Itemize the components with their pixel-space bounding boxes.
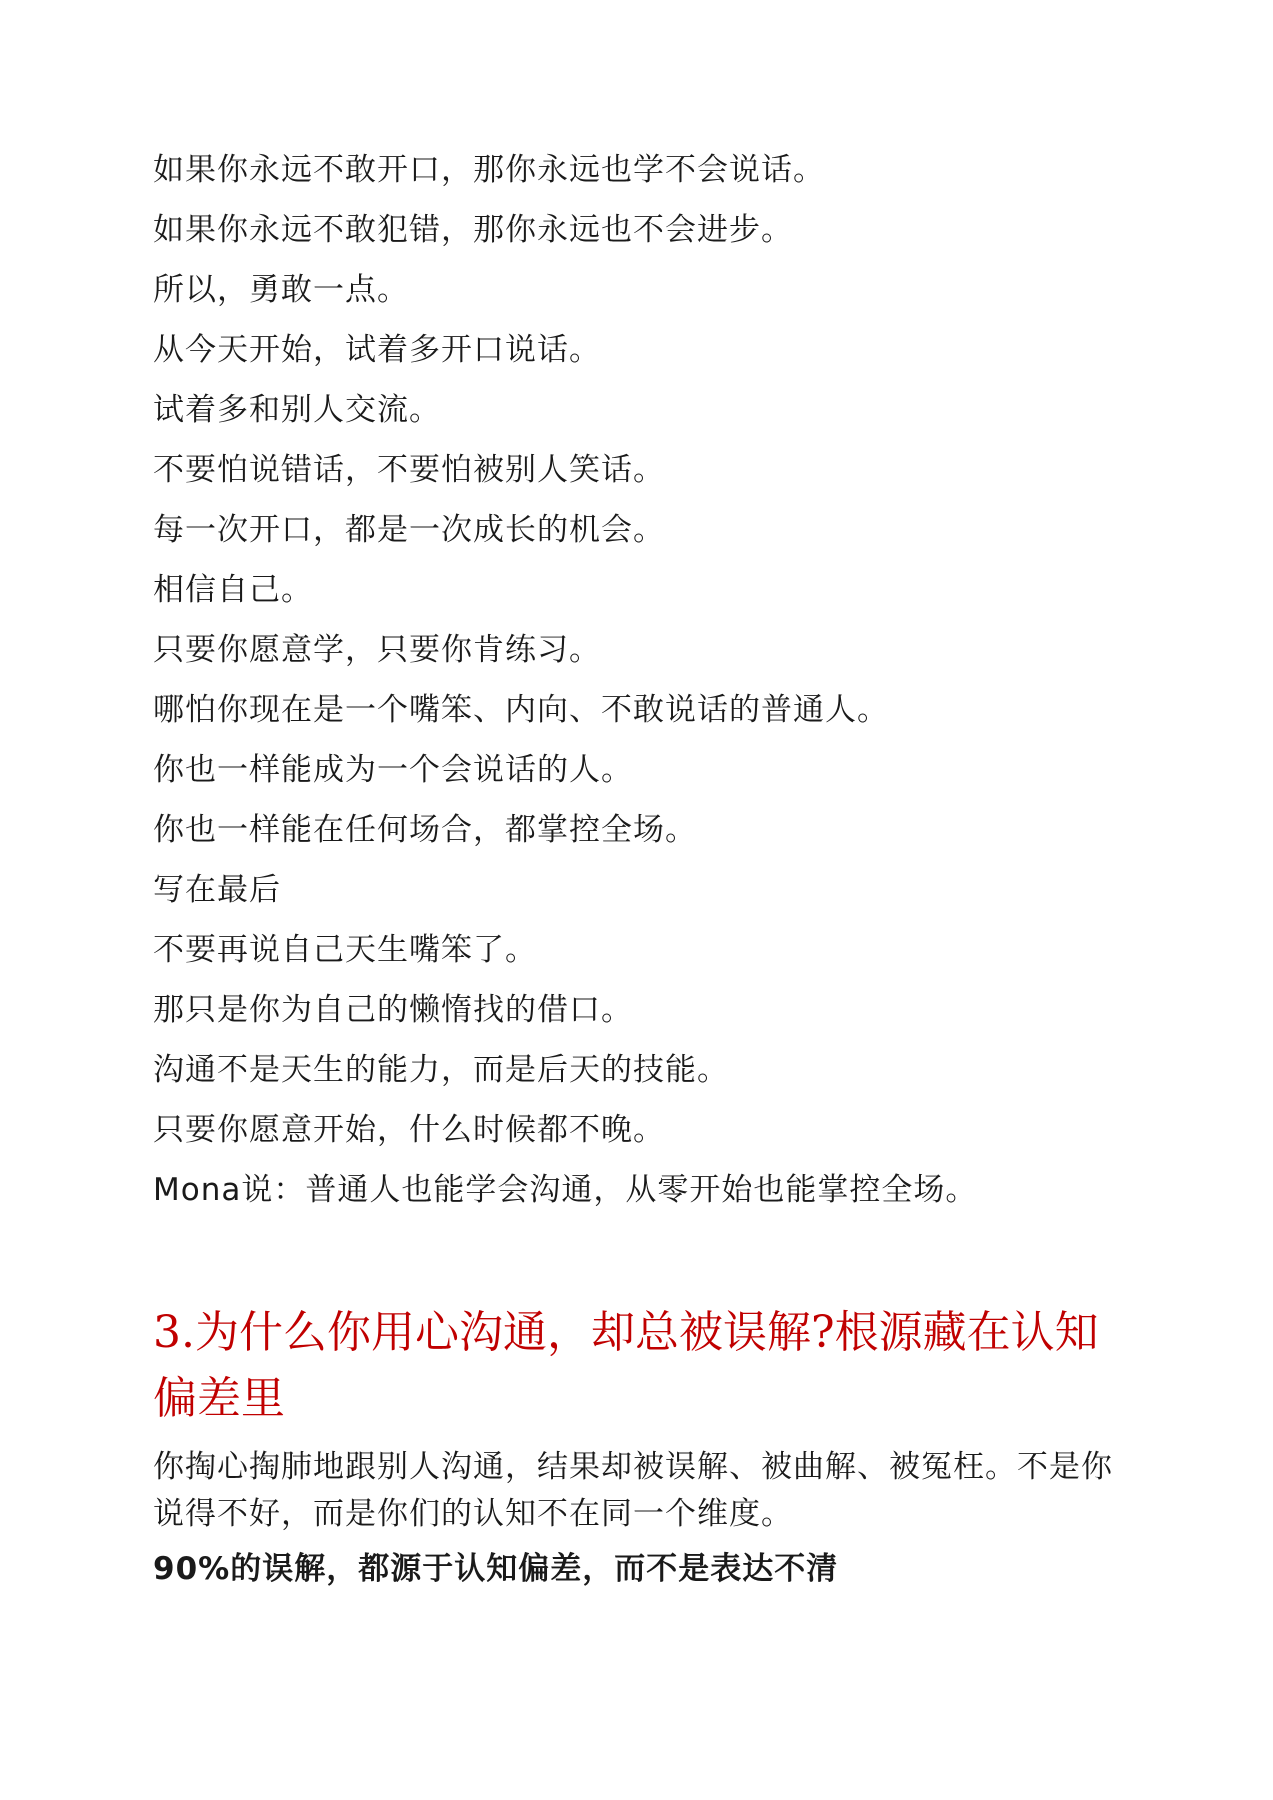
text-line: 哪怕你现在是一个嘴笨、内向、不敢说话的普通人。: [153, 692, 889, 728]
text-line: 相信自己。: [153, 572, 313, 608]
text-line: 那只是你为自己的懒惰找的借口。: [153, 992, 633, 1028]
section-paragraph: 你掏心掏肺地跟别人沟通，结果却被误解、被曲解、被冤枉。不是你说得不好，而是你们的认知不在同一个维度。: [153, 1449, 1113, 1532]
section-bold-line: 90%的误解，都源于认知偏差，而不是表达不清: [153, 1551, 839, 1587]
text-line: 从今天开始，试着多开口说话。: [153, 332, 601, 368]
text-line: Mona说：普通人也能学会沟通，从零开始也能掌控全场。: [153, 1172, 978, 1208]
text-line: 沟通不是天生的能力，而是后天的技能。: [153, 1052, 729, 1088]
section-spacer: [153, 1228, 1113, 1300]
text-line: 只要你愿意开始，什么时候都不晚。: [153, 1112, 665, 1148]
text-line: 你也一样能成为一个会说话的人。: [153, 752, 633, 788]
document-page: [153, 148, 1113, 1593]
text-line: 试着多和别人交流。: [153, 392, 441, 428]
text-line: 你也一样能在任何场合，都掌控全场。: [153, 812, 697, 848]
text-line: 写在最后: [153, 872, 281, 908]
text-line: 如果你永远不敢犯错，那你永远也不会进步。: [153, 212, 793, 248]
section-heading: 3.为什么你用心沟通，却总被误解?根源藏在认知偏差里: [153, 1307, 1099, 1424]
text-line: 所以，勇敢一点。: [153, 272, 409, 308]
text-line: 不要再说自己天生嘴笨了。: [153, 932, 537, 968]
text-line: 不要怕说错话，不要怕被别人笑话。: [153, 452, 665, 488]
text-line: 只要你愿意学，只要你肯练习。: [153, 632, 601, 668]
text-line: 每一次开口，都是一次成长的机会。: [153, 512, 665, 548]
text-line: 如果你永远不敢开口，那你永远也学不会说话。: [153, 152, 825, 188]
